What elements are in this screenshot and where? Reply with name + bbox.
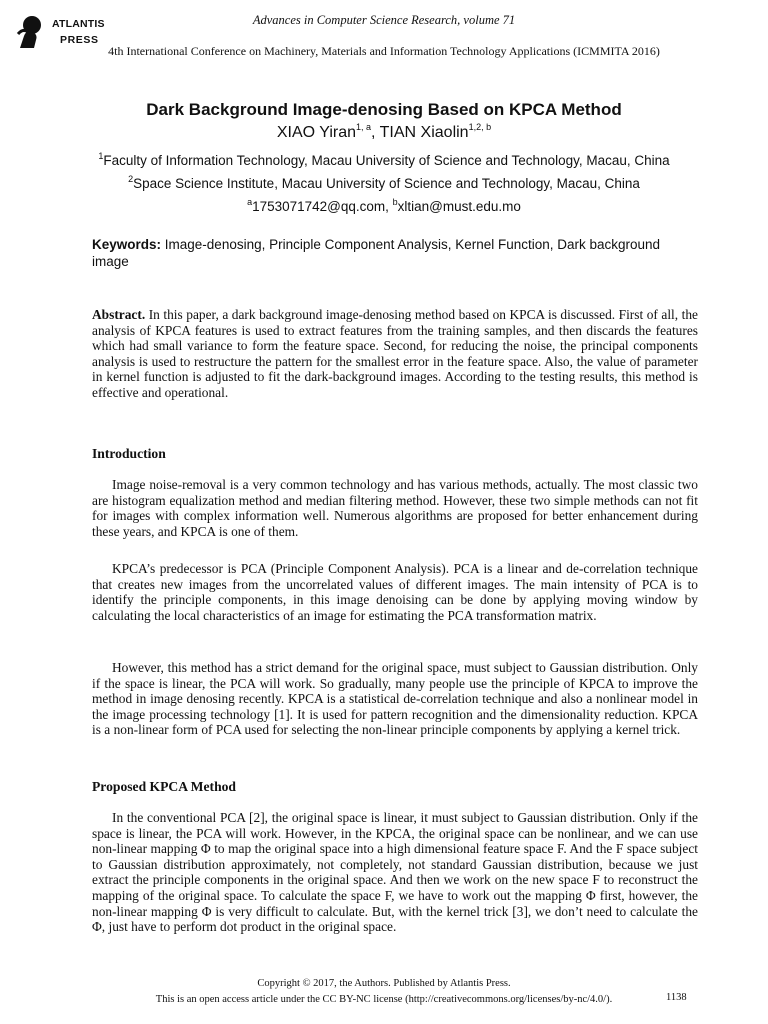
author-affiliation-marker: 1,2, b <box>468 121 492 132</box>
abstract <box>92 307 698 401</box>
keywords-text: Image-denosing, Principle Component Analysis, Kernel Function, Dark background image <box>92 237 661 269</box>
paragraph: However, this method has a strict demand for the original space, must subject to Gaussian distribution. Only if the space is linear, the PCA will work. So gradually, many people use the principle of KPCA to improve the method in image denosing recently. KPCA is a statistical de-correlation technique and also a nonlinear model in the image processing technology [1]. It is used for pattern recognition and the dimensionality reduction. KPCA is a non-linear form of PCA used for selecting the non-linear principle components by applying a kernel trick. <box>92 660 698 738</box>
author-separator: , <box>371 124 380 141</box>
email-marker: b <box>392 196 398 207</box>
author-name: TIAN Xiaolin <box>379 124 469 141</box>
section-heading-proposed-method: Proposed KPCA Method <box>92 779 236 794</box>
journal-name: Advances in Computer Science Research, volume 71 <box>252 13 516 27</box>
page-number: 1138 <box>666 992 687 1003</box>
affiliation-2 <box>0 173 768 191</box>
affiliation-1 <box>0 150 768 168</box>
keywords <box>92 236 698 270</box>
affiliation-text: Faculty of Information Technology, Macau University of Science and Technology, Macau, China <box>103 153 670 168</box>
affiliation-marker: 1 <box>98 150 104 161</box>
logo-text-press: PRESS <box>60 34 99 46</box>
author-emails <box>0 196 768 214</box>
copyright-notice: Copyright © 2017, the Authors. Published by Atlantis Press. <box>257 978 511 989</box>
email-address: xltian@must.edu.mo <box>397 199 521 214</box>
affiliation-marker: 2 <box>128 173 134 184</box>
keywords-label: Keywords: <box>92 237 162 252</box>
logo-text-atlantis: ATLANTIS <box>52 18 105 30</box>
author-list <box>0 121 768 142</box>
author-affiliation-marker: 1, a <box>356 121 372 132</box>
author-name: XIAO Yiran <box>276 124 357 141</box>
abstract-label: Abstract. <box>92 307 146 322</box>
paper-title: Dark Background Image-denosing Based on KPCA Method <box>146 100 622 119</box>
affiliation-text: Space Science Institute, Macau University of Science and Technology, Macau, China <box>133 176 640 191</box>
abstract-text: In this paper, a dark background image-denosing method based on KPCA is discussed. First of all, the analysis of KPCA features is used to extract features from the training samples, and then discards the features which had small variance to form the feature space. Second, for reducing the noise, the principal components analysis is used to restructure the pattern for the smallest error in the feature space. Also, the value of parameter in kernel function is adjusted to fit the dark-background images. According to the testing results, this method is effective and operational. <box>92 307 698 400</box>
paragraph: In the conventional PCA [2], the original space is linear, it must subject to Gaussian distribution. Only if the space is linear, the PCA will work. However, in the KPCA, the original space can be nonlinear, and we can use non-linear mapping Φ to map the original space into a high dimensional feature space F. And the F space subject to Gaussian distribution approximately, not completely, not standard Gaussian distribution, because we just extract the principle components in the original space. And then we work on the new space F to reconstruct the mapping of the original space. To calculate the space F, we have to work out the mapping Φ first, however, the non-linear mapping Φ is very difficult to calculate. But, with the kernel trick [3], we don’t need to calculate the Φ, just have to perform dot product in the original space. <box>92 810 698 935</box>
paragraph: Image noise-removal is a very common technology and has various methods, actually. The most classic two are histogram equalization method and median filtering method. However, these two simple methods can not fit for images with complex information well. Numerous algorithms are proposed for better enhancement during these years, and KPCA is one of them. <box>92 477 698 539</box>
section-heading-introduction: Introduction <box>92 446 166 461</box>
license-notice: This is an open access article under the CC BY-NC license (http://creativecommons.org/licenses/by-nc/4.0/). <box>155 994 613 1005</box>
email-address: 1753071742@qq.com, <box>252 199 393 214</box>
conference-name: 4th International Conference on Machinery, Materials and Information Technology Applications (ICMMITA 2016) <box>108 44 660 58</box>
paragraph: KPCA’s predecessor is PCA (Principle Component Analysis). PCA is a linear and de-correlation technique that creates new images from the uncorrelated values of different images. The main intensity of PCA is to identify the principle components, in this image denoising can be done by applying moving window by calculating the local characteristics of an image for estimating the PCA transformation matrix. <box>92 561 698 623</box>
email-marker: a <box>247 196 253 207</box>
